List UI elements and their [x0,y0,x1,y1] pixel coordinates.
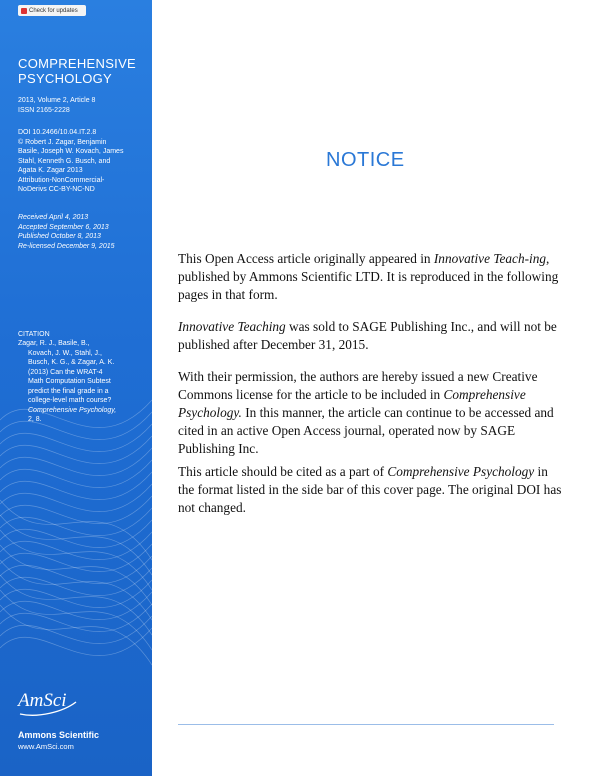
publication-dates [18,213,148,251]
received-date: Received April 4, 2013 [18,214,89,221]
citation-line: (2013) Can the WRAT-4 [28,368,103,376]
update-icon [21,8,27,14]
publisher-website[interactable]: www.AmSci.com [18,742,74,751]
journal-sidebar [0,0,152,776]
journal-title-line2: PSYCHOLOGY [18,71,113,86]
copyright-line: Basile, Joseph W. Kovach, James [18,148,124,155]
amsci-logo: AmSci [18,690,67,711]
citation-text [18,339,143,425]
citation-line: Math Computation Subtest [28,378,111,385]
paragraph-3: With their permission, the authors are hereby issued a new Creative Commons license for the article to be included in Comprehensive Psychology. In this manner, the article can continue to be accessed and cited in an active Open Access journal, operated now by SAGE Publishing Inc. [178,369,554,456]
publisher-name: Ammons Scientific [18,730,100,740]
volume-line: 2013, Volume 2, Article 8 [18,97,96,104]
journal-title-line1: COMPREHENSIVE [18,56,137,71]
issn-line: ISSN 2165-2228 [18,106,70,114]
citation-line: Kovach, J. W., Stahl, J., [28,349,102,357]
published-date: Published October 8, 2013 [18,233,101,240]
badge-label: Check for updates [29,7,78,14]
copyright-line: Agata K. Zagar 2013 [18,167,83,174]
citation-line: Zagar, R. J., Basile, B., [18,340,90,347]
citation-label: CITATION [18,331,50,338]
copyright-line: © Robert J. Zagar, Benjamin [18,138,107,146]
paragraph-1: This Open Access article originally appeared in Innovative Teach-ing, published by Ammons Scientific LTD. It is reproduced in the following pages in that form. [178,251,559,302]
citation-line: Comprehensive Psychology, [28,406,117,414]
article-meta [18,128,148,195]
citation-line: 2, 8. [28,416,42,423]
citation-line: predict the final grade in a [28,387,109,395]
journal-title [18,56,136,86]
license-line: NoDerivs CC-BY-NC-ND [18,186,95,193]
volume-info [18,96,95,115]
accepted-date: Accepted September 6, 2013 [18,223,109,231]
paragraph-4: This article should be cited as a part of Comprehensive Psychology in the format listed in the side bar of this cover page. The original DOI has not changed. [178,464,562,515]
citation-line: Busch, K. G., & Zagar, A. K. [28,359,115,366]
check-for-updates-badge[interactable] [18,5,86,16]
citation-line: college-level math course? [28,397,112,404]
license-line: Attribution-NonCommercial- [18,176,105,184]
copyright-line: Stahl, Kenneth G. Busch, and [18,157,111,165]
relicensed-date: Re-licensed December 9, 2015 [18,242,115,250]
footer-divider [178,724,554,725]
page-title: NOTICE [326,149,405,171]
paragraph-2: Innovative Teaching was sold to SAGE Publishing Inc., and will not be published after December 31, 2015. [178,319,557,352]
doi-line: DOI 10.2466/10.04.IT.2.8 [18,129,97,136]
